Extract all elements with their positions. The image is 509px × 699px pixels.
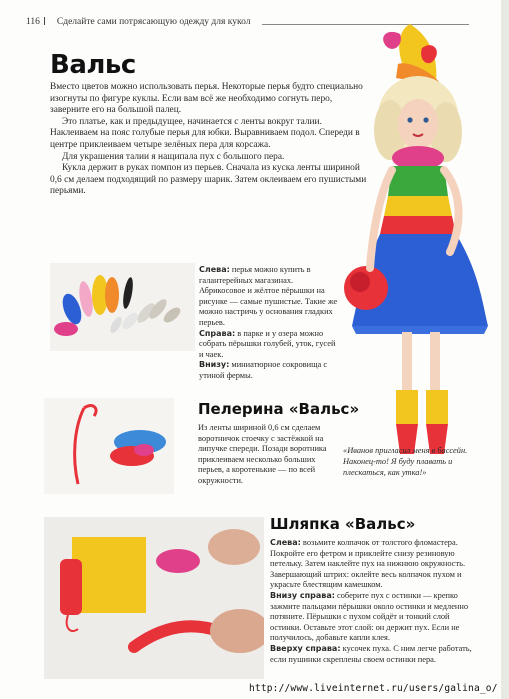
cape-photo xyxy=(44,398,174,494)
caption-label: Слева: xyxy=(270,538,301,547)
caption-text: кусочек пуха. С ним легче работать, если пушинки скреплены своем остинки пера. xyxy=(270,643,472,664)
intro-paragraph: Кукла держит в руках помпон из перьев. Сначала из куска ленты шириной 0,6 см делаем подходящий по размеру шарик. Затем оклеиваем его пушистыми перьями. xyxy=(50,163,367,197)
doll-quote: «Иванов пригласил меня в бассейн. Наконец-то! Я буду плавать и плескаться, как утка!» xyxy=(343,446,468,477)
caption-label: Слева: xyxy=(199,265,230,274)
caption-text: в парке и у озера можно собрать пёрышки голубей, уток, гусей и чаек. xyxy=(199,328,336,359)
hat-caption xyxy=(270,538,478,665)
header-separator xyxy=(44,17,54,25)
caption-text: миниатюрное сокровища с утиной фермы. xyxy=(199,360,328,380)
caption-item xyxy=(199,360,339,381)
cape-text: Из ленты шириной 0,6 см сделаем воротничок стоечку с застёжкой на липучке спереди. Позади воротника приклеиваем несколько больших перьев, а коротенькие — по всей окружности. xyxy=(198,423,327,485)
running-header xyxy=(26,17,250,27)
hat-title: Шляпка «Вальс» xyxy=(270,515,416,533)
feathers-illustration xyxy=(50,263,195,351)
caption-text: перья можно купить в галантерейных магазинах. Абрикосовое и жёлтое пёрышки на рисунке — самые пушистые. Такие же можно настричь у основания гладких перьев. xyxy=(199,265,338,327)
intro-text xyxy=(50,82,368,198)
caption-text: возьмите колпачок от толстого фломастера. Покройте его фетром и приклейте снизу резиновую петельку. Затем наклейте пух на нижнюю окружность. Завершающий штрих: оклейте весь колпачок пухом и украсьте блестящим камешком. xyxy=(270,538,466,590)
feathers-photo xyxy=(50,263,195,351)
hat-illustration xyxy=(44,517,264,679)
intro-paragraph: Это платье, как и предыдущее, начинается с ленты вокруг талии. Наклеиваем на пояс голубые перья для юбки. Выравниваем подол. Спереди в центре приклеиваем четыре зелёных пера для корсажа. xyxy=(50,116,360,150)
caption-label: Справа: xyxy=(199,328,236,338)
caption-item xyxy=(199,265,339,329)
caption-item xyxy=(270,644,478,665)
cape-title: Пелерина «Вальс» xyxy=(198,400,360,418)
page-title: Вальс xyxy=(50,50,136,80)
hat-photo xyxy=(44,517,264,679)
doll-photo xyxy=(338,20,488,460)
caption-item xyxy=(270,591,478,644)
caption-text: соберите пух с остинки — крепко зажмите пальцами пёрышки около остинки и медленно потяните. Пёрышки с пухом сойдёт и тонкий слой остинки. Оставьте этот слой: он держит пух. Если не получилось, добавьте капли клея. xyxy=(270,590,469,643)
caption-label: Вверху справа: xyxy=(270,643,341,653)
feathers-caption xyxy=(199,265,339,382)
intro-paragraph: Вместо цветов можно использовать перья. Некоторые перья будто специально изогнуты по фигуре куклы. Если вам всё же необходимо согнуть перо, заверните его на большой палец. xyxy=(50,82,363,116)
doll-illustration xyxy=(338,20,488,460)
intro-paragraph: Для украшения талии я нащипала пух с большого пера. xyxy=(62,151,285,162)
caption-item xyxy=(270,538,478,591)
page-edge xyxy=(501,0,509,699)
caption-label: Внизу: xyxy=(199,360,230,370)
cape-illustration xyxy=(44,398,174,494)
watermark-url: http://www.liveinternet.ru/users/galina_o/ xyxy=(249,683,498,694)
caption-label: Внизу справа: xyxy=(270,590,335,600)
running-title: Сделайте сами потрясающую одежду для кукол xyxy=(56,17,251,27)
caption-item xyxy=(199,329,339,361)
page-number: 116 xyxy=(26,17,40,27)
